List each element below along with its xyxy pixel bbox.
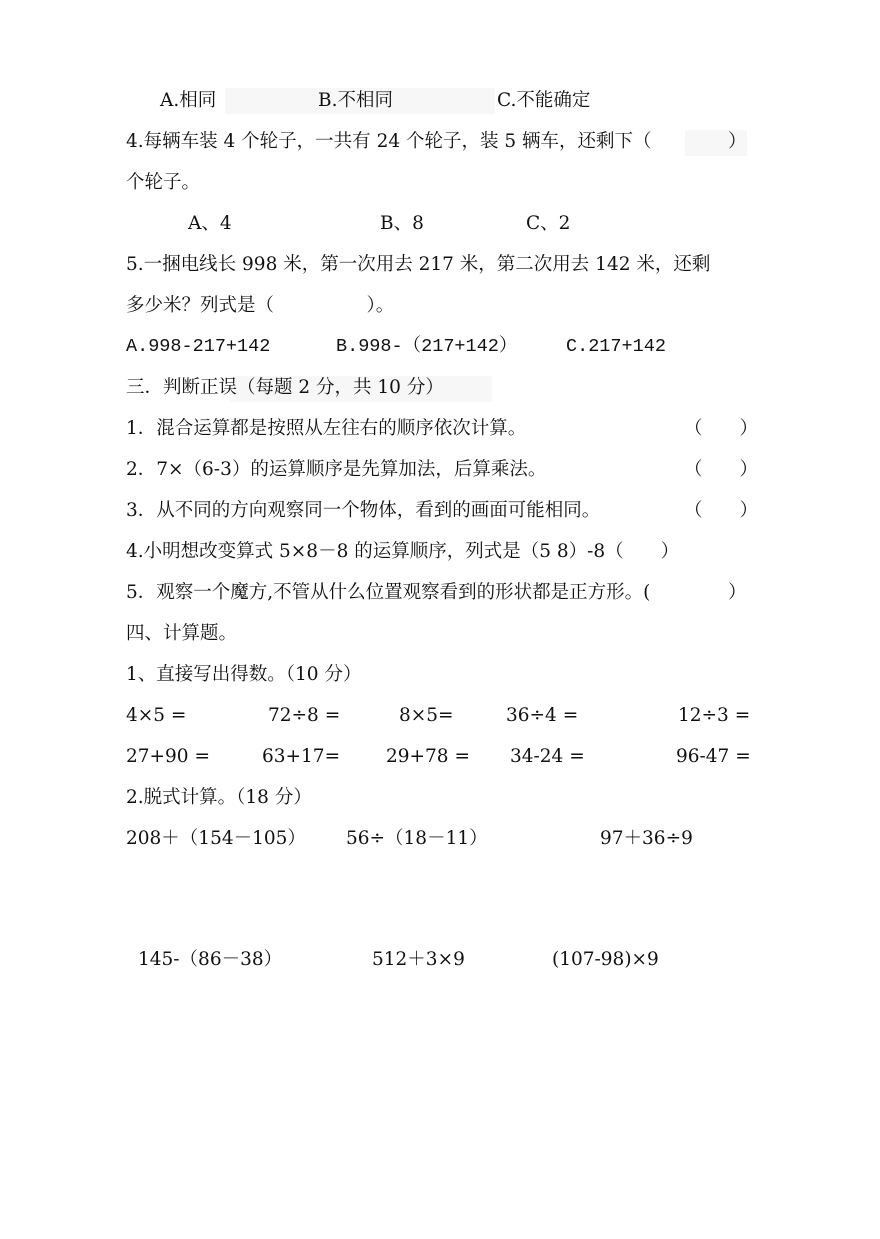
step-calc-1: 208＋（154－105） xyxy=(126,828,306,849)
q5-option-a: A.998-217+142 xyxy=(126,336,271,357)
oral-calc-6: 27+90 = xyxy=(126,746,210,767)
q4-option-a: A、4 xyxy=(188,213,232,234)
judge-answer-paren-3[interactable]: （ ） xyxy=(684,500,759,521)
oral-calc-7: 63+17= xyxy=(262,746,341,767)
q4-text-line2: 个轮子。 xyxy=(126,172,201,193)
judge-answer-paren-1[interactable]: （ ） xyxy=(684,418,759,439)
q5-text-line1: 5.一捆电线长 998 米，第一次用去 217 米，第二次用去 142 米，还剩 xyxy=(126,254,711,275)
oral-calc-5: 12÷3 = xyxy=(678,705,751,726)
judge-item-4: 4.小明想改变算式 5×8－8 的运算顺序，列式是（5 8）-8（ ） xyxy=(126,541,680,562)
part2-title: 2.脱式计算。（18 分） xyxy=(126,787,312,808)
q3-option-b: B.不相同 xyxy=(318,90,393,111)
q5-text-line2: 多少米？列式是（ ）。 xyxy=(126,295,395,316)
judge-item-1: 1．混合运算都是按照从左往右的顺序依次计算。 xyxy=(126,418,527,439)
q4-close-paren: ） xyxy=(728,131,747,152)
judge-answer-paren-2[interactable]: （ ） xyxy=(684,459,759,480)
q4-option-c: C、2 xyxy=(526,213,571,234)
oral-calc-8: 29+78 = xyxy=(386,746,470,767)
step-calc-5: 512＋3×9 xyxy=(372,949,465,970)
section3-heading: 三．判断正误（每题 2 分，共 10 分） xyxy=(126,377,444,398)
q4-option-b: B、8 xyxy=(380,213,424,234)
q5-option-b: B.998-（217+142） xyxy=(336,336,518,357)
judge-answer-paren-5[interactable]: ） xyxy=(728,582,747,603)
q5-option-c: C.217+142 xyxy=(566,336,666,357)
judge-item-5: 5．观察一个魔方,不管从什么位置观察看到的形状都是正方形。( xyxy=(126,582,651,603)
section4-heading: 四、计算题。 xyxy=(126,623,238,644)
oral-calc-1: 4×5 = xyxy=(126,705,187,726)
part1-title: 1、直接写出得数。（10 分） xyxy=(126,664,362,685)
step-calc-6: (107-98)×9 xyxy=(552,949,659,970)
oral-calc-10: 96-47 = xyxy=(676,746,751,767)
step-calc-4: 145-（86－38） xyxy=(138,949,283,970)
judge-item-2: 2．7×（6-3）的运算顺序是先算加法，后算乘法。 xyxy=(126,459,547,480)
q3-option-c: C.不能确定 xyxy=(497,90,591,111)
oral-calc-9: 34-24 = xyxy=(510,746,585,767)
judge-item-3: 3．从不同的方向观察同一个物体，看到的画面可能相同。 xyxy=(126,500,601,521)
oral-calc-3: 8×5= xyxy=(399,705,454,726)
step-calc-2: 56÷（18－11） xyxy=(346,828,488,849)
step-calc-3: 97＋36÷9 xyxy=(600,828,693,849)
oral-calc-2: 72÷8 = xyxy=(268,705,341,726)
q3-option-a: A.相同 xyxy=(160,90,217,111)
oral-calc-4: 36÷4 = xyxy=(506,705,579,726)
q4-text-line1: 4.每辆车装 4 个轮子，一共有 24 个轮子，装 5 辆车，还剩下（ xyxy=(126,131,652,152)
